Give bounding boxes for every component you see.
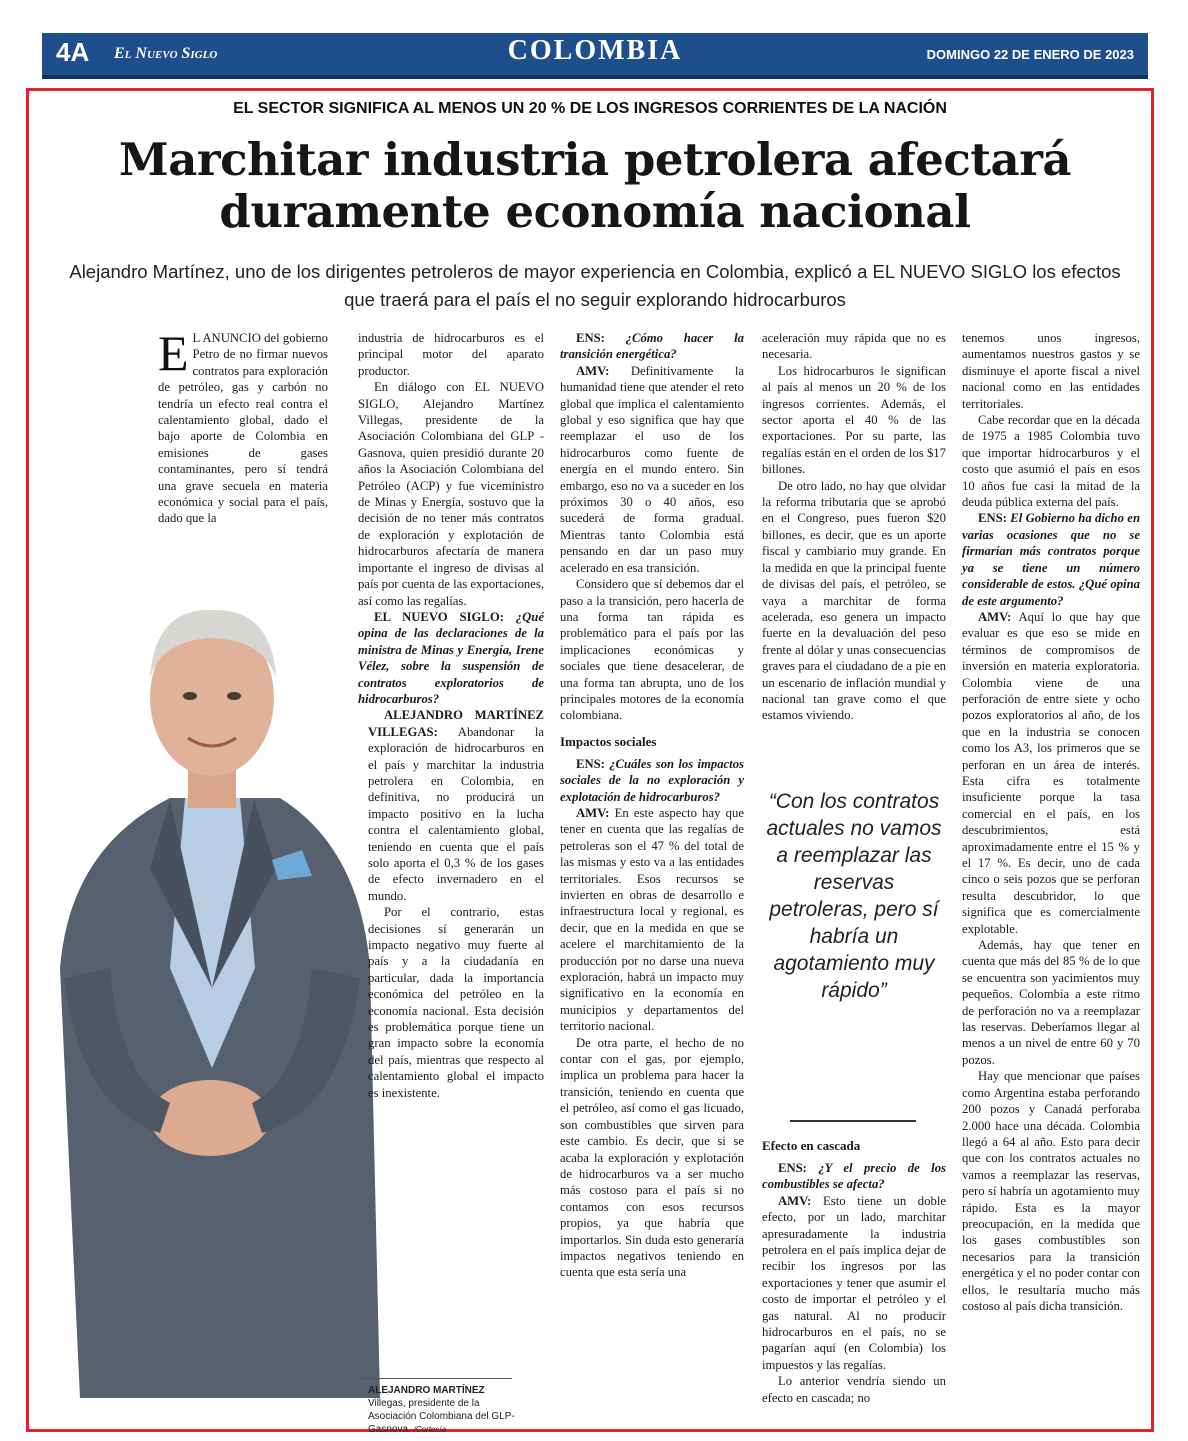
article-kicker: EL SECTOR SIGNIFICA AL MENOS UN 20 % DE LOS INGRESOS CORRIENTES DE LA NACIÓN [233, 100, 947, 117]
paragraph: Los hidrocarburos le significan al país al menos un 20 % de los ingresos corrientes. Además, el sector aporta el 40 % de las exportaciones. Por su parte, las regalías están en el orden de los $17 billones. [762, 363, 946, 477]
issue-date: DOMINGO 22 DE ENERO DE 2023 [926, 47, 1134, 62]
interviewee-photo [40, 548, 380, 1398]
answer [762, 1193, 946, 1373]
caption-text: Villegas, presidente de la Asociación Colombiana del GLP-Gasnova. [368, 1398, 515, 1435]
question-text: ¿Cómo hacer la transición energética? [560, 331, 744, 362]
question [962, 510, 1140, 608]
answer [560, 363, 744, 576]
caption-rule [360, 1378, 512, 1379]
answer-speaker: AMV: [778, 1193, 812, 1208]
newspaper-name: El Nuevo Siglo [114, 45, 218, 62]
question-text: ¿Y el precio de los combustibles se afecta? [762, 1161, 946, 1192]
question-text: ¿Qué opina de las declaraciones de la ministra de Minas y Energía, Irene Vélez, sobre la suspensión de contratos exploratorios de hidrocarburos? [358, 609, 544, 706]
caption-credit: /Cortesía [413, 1425, 447, 1434]
question-speaker: ENS: [576, 331, 605, 345]
answer [368, 707, 544, 904]
column-4-lower [762, 1138, 946, 1406]
answer [962, 609, 1140, 937]
question-speaker: ENS: [576, 756, 605, 771]
paragraph: Además, hay que tener en cuenta que más del 85 % de lo que se encuentra son yacimientos muy pequeños. Colombia a este ritmo de perforación no va a reemplazar las reservas. Deberíamos llegar al menos a un nivel de entre 60 y 70 pozos. [962, 938, 1140, 1067]
column-5 [962, 330, 1140, 1314]
answer-text: Abandonar la exploración de hidrocarburos en el país y marchitar la industria petrolera en Colombia, en definitiva, no producirá un impacto positivo en la lucha contra el calentamiento global, teniendo en cuenta que el país solo aporta el 0,3 % de los gases de efecto invernadero en el mundo. [368, 724, 544, 903]
paragraph: De otra parte, el hecho de no contar con el gas, por ejemplo, implica un problema para hacer la transición, teniendo en cuenta que el petróleo, así como el gas licuado, son combustibles que sirven para este cambio. Es decir, que si se acaba la exploración y explotación de hidrocarburos va a ser mucho más costoso para el país si no contamos con esos recursos propios, ya que habría que importarlos. Sin duda esto generaría impactos negativos teniendo en cuenta que esta sería una [560, 1035, 744, 1280]
answer-speaker: AMV: [576, 805, 610, 820]
paragraph: industria de hidrocarburos es el principal motor del aparato productor. [358, 331, 544, 378]
column-1 [158, 325, 328, 527]
answer [560, 805, 744, 1035]
section-subtitle: Impactos sociales [560, 733, 657, 749]
paragraph: Considero que sí debemos dar el paso a la transición, pero hacerla de una forma tan rápida es problemático para el país por las implicaciones económicas y sociales que tiene desacelerar, de una forma tan abrupta, uno de los principales motores de la economía colombiana. [560, 577, 744, 723]
question-text: El Gobierno ha dicho en varias ocasiones que no se firmarían más contratos porque ya se tiene un número considerable de estos. ¿Qué opina de este argumento? [962, 511, 1140, 608]
answer-text: En este aspecto hay que tener en cuenta que las regalías de petroleras son el 47 % del total de las mismas y esto va a las entidades territoriales. Esos recursos se invierten en obras de desarrollo e infraestructura local y regional, es decir, que en la medida en que se acelere el marchitamiento de la producción por no darse una nueva exploración, habrá un impacto muy significativo en la economía en municipios y departamentos del territorio nacional. [560, 805, 744, 1034]
pull-quote: “Con los contratos actuales no vamos a reemplazar las reservas petroleras, pero sí habría un agotamiento muy rápido” [766, 790, 942, 1002]
page-number: 4A [56, 37, 90, 67]
photo-caption [368, 1384, 518, 1436]
question-text: ¿Cuáles son los impactos sociales de la no exploración y explotación de hidrocarburos? [560, 756, 744, 804]
article-headline: Marchitar industria petrolera afectará duramente economía nacional [118, 133, 1072, 238]
question-speaker: EL NUEVO SIGLO: [374, 609, 504, 624]
caption-name: ALEJANDRO MARTÍNEZ [368, 1385, 485, 1396]
paragraph: aceleración muy rápida que no es necesaria. [762, 331, 946, 362]
paragraph: tenemos unos ingresos, aumentamos nuestros gastos y se disminuye el aporte fiscal a nivel nacional como en las entidades territoriales. [962, 331, 1140, 411]
column-4 [762, 330, 946, 724]
question [560, 756, 744, 805]
answer-text: Esto tiene un doble efecto, por un lado, marchitar apresuradamente la industria petrolera en el país implica dejar de recibir los ingresos por las exportaciones y tener que asumir el costo de importar el petróleo y el gas natural. Al no producir hidrocarburos en el país, no se pagarían aquí (en Colombia) los impuestos y las regalías. [762, 1193, 946, 1372]
column-2 [358, 330, 544, 1101]
lead-text: L ANUNCIO del gobierno Petro de no firmar nuevos contratos para exploración de petróleo, gas y carbón no tendría un efecto real contra el calentamiento global, dado el bajo aporte de Colombia en emisiones de gases contaminantes, pero sí tendrá una grave secuela en materia económica y social para el país, dado que la [158, 331, 328, 526]
paragraph: Hay que mencionar que países como Argentina estaba perforando 200 pozos y Canadá perforaba 2.000 hace una década. Colombia llegó a 64 al año. Esto para decir que con los contratos actuales no vamos a reemplazar las reservas, pero sí habría un agotamiento muy rápido. Esta es la mayor preocupación, en la medida que los gases combustibles son necesarios para la transición energética y el no poder contar con ellos, le resultaría mucho más costoso al país dicha transición. [962, 1069, 1141, 1313]
answer-speaker: AMV: [978, 609, 1012, 624]
answer-speaker: ALEJANDRO MARTÍNEZ VILLEGAS: [368, 708, 544, 739]
drop-cap: E [158, 325, 189, 381]
question [560, 330, 744, 363]
question [358, 609, 544, 707]
answer-speaker: AMV: [576, 363, 610, 378]
paragraph: Cabe recordar que en la década de 1975 a 1985 Colombia tuvo que importar hidrocarburos y el costo que asumió el país en esos 10 años fue casi la mitad de la deuda pública externa del país. [962, 413, 1140, 510]
pull-quote-rule [790, 1120, 916, 1122]
answer-text: Definitivamente la humanidad tiene que atender el reto global que implica el calentamiento global y eso significa que hay que reemplazar el uso de los hidrocarburos como fuente de energía en el mundo entero. Sin embargo, eso no va a suceder en los próximos 30 o 40 años, eso sucederá de forma gradual. Mientras tanto Colombia está pensando en dar un paso muy acelerado en esa transición. [560, 363, 744, 575]
lead-paragraph [158, 325, 328, 527]
section-title: COLOMBIA [507, 35, 683, 66]
paragraph: En diálogo con EL NUEVO SIGLO, Alejandro Martínez Villegas, presidente de la Asociación Colombiana del GLP - Gasnova, quien presidió durante 20 años la Asociación Colombiana del Petróleo (ACP) y fue viceministro de Minas y Energía, sostuvo que la decisión de no tener más contratos de exploración y explotación de hidrocarburos afectaría de manera importante el ingreso de divisas al país por cuenta de las exportaciones, así como las regalías. [358, 380, 545, 608]
question [762, 1160, 946, 1193]
section-subtitle: Efecto en cascada [762, 1138, 861, 1153]
answer-text: Aquí lo que hay que evaluar es que eso se mide en términos de compromisos de inversión en materia exploratoria. Colombia viene de una perforación de entre siete y ocho pozos exploratorios al año, de los que en la industria se conocen como los A3, los primeros que se perforan en un área de interés. Esta cifra es totalmente insuficiente porque la tasa comercial en el país, en los descubrimientos, está aproximadamente entre el 15 % y el 17 %. Es decir, uno de cada cinco o seis pozos que se perforan resulta descubridor, lo que significa que es comercialmente explotable. [962, 609, 1140, 936]
paragraph: De otro lado, no hay que olvidar la reforma tributaria que se aprobó en el Congreso, pues fueron $20 billones, es decir, que es un aporte fiscal y cambiario muy grande. En la medida en que la principal fuente de divisas del país, el petróleo, se vaya a marchitar de forma acelerada, eso genera un impacto fuerte en la devaluación del peso frente al dólar y unas consecuencias graves para el ciudadano de a pie en un escenario de inflación mundial y nacional tan grave como el que estamos viviendo. [762, 478, 946, 723]
paragraph: Por el contrario, estas decisiones sí generarán un impacto negativo muy fuerte al país y a la ciudadanía en particular, dada la importancia económica del petróleo en la economía nacional. Esta decisión es problemática porque tiene un gran impacto sobre la economía del país, mientras que respecto al calentamiento global el impacto es inexistente. [368, 905, 544, 1100]
article-subhead: Alejandro Martínez, uno de los dirigentes petroleros de mayor experiencia en Colombia, explicó a EL NUEVO SIGLO los efectos que traerá para el país el no seguir explorando hidrocarburos [69, 261, 1121, 310]
question-speaker: ENS: [778, 1161, 807, 1175]
paragraph: Lo anterior vendría siendo un efecto en cascada; no [762, 1374, 946, 1405]
question-speaker: ENS: [978, 511, 1007, 526]
column-3 [560, 330, 744, 1281]
section-header-bar [42, 33, 1148, 79]
